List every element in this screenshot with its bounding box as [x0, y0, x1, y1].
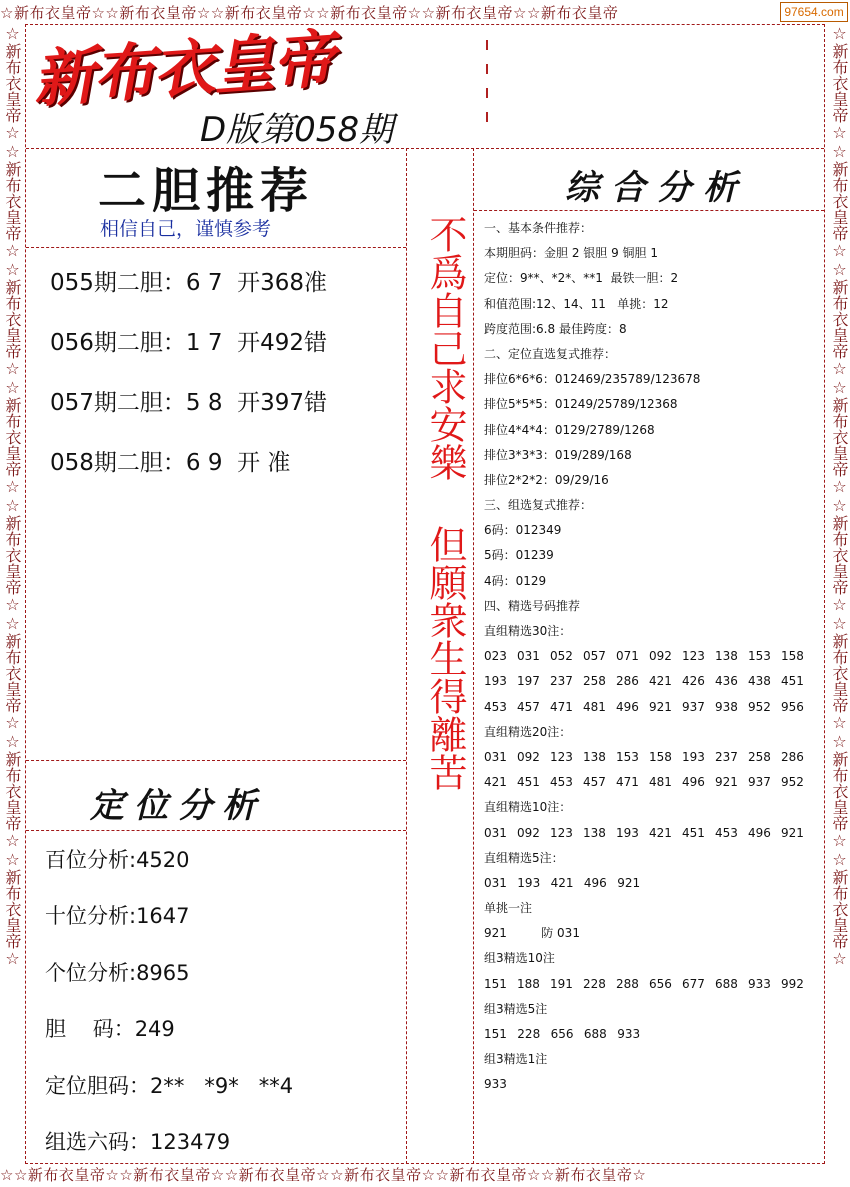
number-cell: 921 [781, 825, 804, 840]
analysis-line: 排位6*6*6：012469/235789/123678 [484, 372, 701, 387]
position-top-divider [26, 760, 406, 761]
number-cell: 023 [484, 649, 507, 664]
site-watermark: 97654.com [780, 2, 848, 22]
number-cell: 188 [517, 976, 540, 991]
number-cell: 138 [583, 749, 606, 764]
group5-label: 直组精选5注： [484, 850, 564, 865]
number-cell: 193 [517, 875, 541, 890]
two-gall-subtitle: 相信自己，谨慎参考 [100, 218, 272, 240]
group20-row [484, 745, 814, 770]
number-cell: 921 [715, 775, 738, 790]
number-cell: 153 [748, 649, 771, 664]
analysis-line: 二、定位直选复式推荐： [484, 346, 617, 361]
group20-row [484, 770, 814, 795]
number-cell: 123 [550, 825, 573, 840]
number-cell: 123 [550, 749, 573, 764]
issue-number: D版第058期 [200, 110, 394, 150]
number-cell: 921 [649, 699, 672, 714]
analysis-line: 定位：9**、*2*、**1 最铁一胆：2 [484, 271, 679, 286]
group3-1-value: 933 [484, 1077, 507, 1092]
logo-text: 新布衣皇帝 [30, 22, 336, 117]
number-cell: 457 [583, 775, 606, 790]
number-cell: 237 [715, 749, 738, 764]
number-cell: 153 [616, 749, 639, 764]
number-cell: 258 [748, 749, 771, 764]
number-cell: 457 [517, 699, 540, 714]
number-cell: 496 [682, 775, 705, 790]
number-cell: 656 [550, 1027, 574, 1041]
analysis-line: 三、组选复式推荐： [484, 498, 593, 513]
number-cell: 123 [682, 649, 705, 664]
number-cell: 481 [583, 699, 606, 714]
analysis-line: 4码：0129 [484, 573, 547, 588]
analysis-line: 直组精选30注： [484, 624, 572, 638]
vertical-slogan: 不爲自己求安樂 但願衆生得離苦 [423, 215, 467, 791]
analysis-line: 排位2*2*2：09/29/16 [484, 472, 609, 487]
number-cell: 451 [517, 775, 540, 790]
number-cell: 933 [617, 1027, 641, 1041]
number-cell: 688 [583, 1027, 607, 1041]
number-cell: 921 [617, 875, 641, 890]
number-cell: 471 [616, 775, 639, 790]
number-cell: 421 [649, 825, 672, 840]
number-cell: 031 [517, 649, 540, 664]
analysis-line: 排位5*5*5：01249/25789/12368 [484, 397, 678, 412]
number-cell: 031 [484, 825, 507, 840]
analysis-line: 组3精选10注 [484, 951, 555, 966]
left-border-text: ☆新布衣皇帝☆☆新布衣皇帝☆☆新布衣皇帝☆☆新布衣皇帝☆☆新布衣皇帝☆☆新布衣皇帝☆☆新布衣皇帝☆☆新布衣皇帝☆ [3, 24, 22, 968]
group3-5-label: 组3精选5注 [484, 1001, 548, 1016]
left-column-divider [406, 148, 407, 1164]
number-cell: 677 [682, 976, 705, 991]
number-cell: 092 [517, 749, 540, 764]
analysis-line: 6码：012349 [484, 523, 562, 538]
number-cell: 992 [781, 976, 804, 991]
position-row-ones: 个位分析:8965 [45, 961, 190, 985]
group5-row [484, 871, 814, 896]
pick-row-055: 055期二胆：6 7 开368准 [50, 270, 327, 296]
number-cell: 496 [616, 699, 639, 714]
number-cell: 031 [484, 749, 507, 764]
number-cell: 151 [484, 1027, 507, 1041]
header-divider [26, 148, 824, 149]
group3-10-row [484, 972, 814, 997]
number-cell: 421 [484, 775, 507, 790]
group3-5-row [484, 1022, 814, 1047]
number-cell: 138 [715, 649, 738, 664]
number-cell: 952 [781, 775, 804, 790]
analysis-line: 和值范围:12、14、11 单挑：12 [484, 296, 669, 311]
number-cell: 197 [517, 674, 540, 689]
number-cell: 193 [616, 825, 639, 840]
right-border-text: ☆新布衣皇帝☆☆新布衣皇帝☆☆新布衣皇帝☆☆新布衣皇帝☆☆新布衣皇帝☆☆新布衣皇帝☆☆新布衣皇帝☆☆新布衣皇帝☆ [830, 24, 849, 968]
number-cell: 288 [616, 976, 639, 991]
group10-label: 直组精选10注： [484, 800, 572, 815]
analysis-line: 跨度范围:6.8 最佳跨度：8 [484, 321, 627, 336]
number-cell: 688 [715, 976, 738, 991]
analysis-line: 一、基本条件推荐： [484, 221, 593, 235]
number-cell: 436 [715, 674, 738, 689]
group10-row [484, 821, 814, 846]
number-cell: 071 [616, 649, 639, 664]
position-title: 定位分析 [90, 786, 266, 826]
number-cell: 453 [550, 775, 573, 790]
pick-row-056: 056期二胆：1 7 开492错 [50, 330, 327, 356]
analysis-line: 四、精选号码推荐 [484, 598, 581, 613]
number-cell: 496 [748, 825, 771, 840]
number-cell: 481 [649, 775, 672, 790]
analysis-line: 排位3*3*3：019/289/168 [484, 447, 632, 462]
position-row-tens: 十位分析:1647 [45, 904, 190, 928]
right-column-divider [473, 148, 474, 1164]
analysis-title-divider [474, 210, 824, 211]
number-cell: 092 [517, 825, 540, 840]
group30-row [484, 695, 814, 720]
number-cell: 193 [682, 749, 705, 764]
decorative-ticks [486, 40, 489, 130]
number-cell: 496 [583, 875, 607, 890]
number-cell: 191 [550, 976, 573, 991]
position-row-gall: 胆 码：249 [45, 1017, 175, 1041]
number-cell: 286 [616, 674, 639, 689]
number-cell: 228 [583, 976, 606, 991]
number-cell: 952 [748, 699, 771, 714]
bottom-border-text: ☆☆新布衣皇帝☆☆新布衣皇帝☆☆新布衣皇帝☆☆新布衣皇帝☆☆新布衣皇帝☆☆新布衣皇帝☆ [0, 1166, 647, 1184]
number-cell: 052 [550, 649, 573, 664]
number-cell: 426 [682, 674, 705, 689]
two-gall-divider [26, 247, 406, 248]
number-cell: 438 [748, 674, 771, 689]
analysis-line: 921 防 031 [484, 926, 580, 941]
group30-row [484, 644, 814, 669]
number-cell: 158 [781, 649, 804, 664]
number-cell: 933 [748, 976, 771, 991]
pick-row-057: 057期二胆：5 8 开397错 [50, 390, 327, 416]
number-cell: 956 [781, 699, 804, 714]
analysis-line: 5码：01239 [484, 548, 554, 563]
number-cell: 228 [517, 1027, 541, 1041]
number-cell: 057 [583, 649, 606, 664]
number-cell: 138 [583, 825, 606, 840]
analysis-line: 本期胆码：金胆 2 银胆 9 铜胆 1 [484, 246, 658, 261]
number-cell: 451 [781, 674, 804, 689]
number-cell: 656 [649, 976, 672, 991]
number-cell: 031 [484, 875, 507, 890]
number-cell: 938 [715, 699, 738, 714]
analysis-title: 综合分析 [565, 168, 749, 208]
number-cell: 453 [715, 825, 738, 840]
number-cell: 451 [682, 825, 705, 840]
analysis-line: 单挑一注 [484, 901, 533, 916]
analysis-line: 排位4*4*4：0129/2789/1268 [484, 422, 655, 437]
position-title-divider [26, 830, 406, 831]
top-border-text: ☆新布衣皇帝☆☆新布衣皇帝☆☆新布衣皇帝☆☆新布衣皇帝☆☆新布衣皇帝☆☆新布衣皇帝 [0, 4, 619, 22]
position-row-hundreds: 百位分析:4520 [45, 848, 190, 872]
position-row-group-six: 组选六码：123479 [45, 1130, 231, 1154]
number-cell: 471 [550, 699, 573, 714]
number-cell: 237 [550, 674, 573, 689]
number-cell: 421 [649, 674, 672, 689]
two-gall-title: 二胆推荐 [98, 163, 315, 219]
number-cell: 421 [550, 875, 574, 890]
group3-1-label: 组3精选1注 [484, 1052, 548, 1067]
pick-row-058: 058期二胆：6 9 开 准 [50, 450, 291, 476]
number-cell: 158 [649, 749, 672, 764]
number-cell: 193 [484, 674, 507, 689]
number-cell: 092 [649, 649, 672, 664]
analysis-content [484, 216, 814, 1098]
number-cell: 151 [484, 976, 507, 991]
number-cell: 286 [781, 749, 804, 764]
number-cell: 453 [484, 699, 507, 714]
group20-label: 直组精选20注： [484, 724, 572, 739]
number-cell: 937 [682, 699, 705, 714]
number-cell: 937 [748, 775, 771, 790]
position-row-fixed-gall: 定位胆码：2** *9* **4 [45, 1074, 294, 1098]
group30-row [484, 669, 814, 694]
number-cell: 258 [583, 674, 606, 689]
